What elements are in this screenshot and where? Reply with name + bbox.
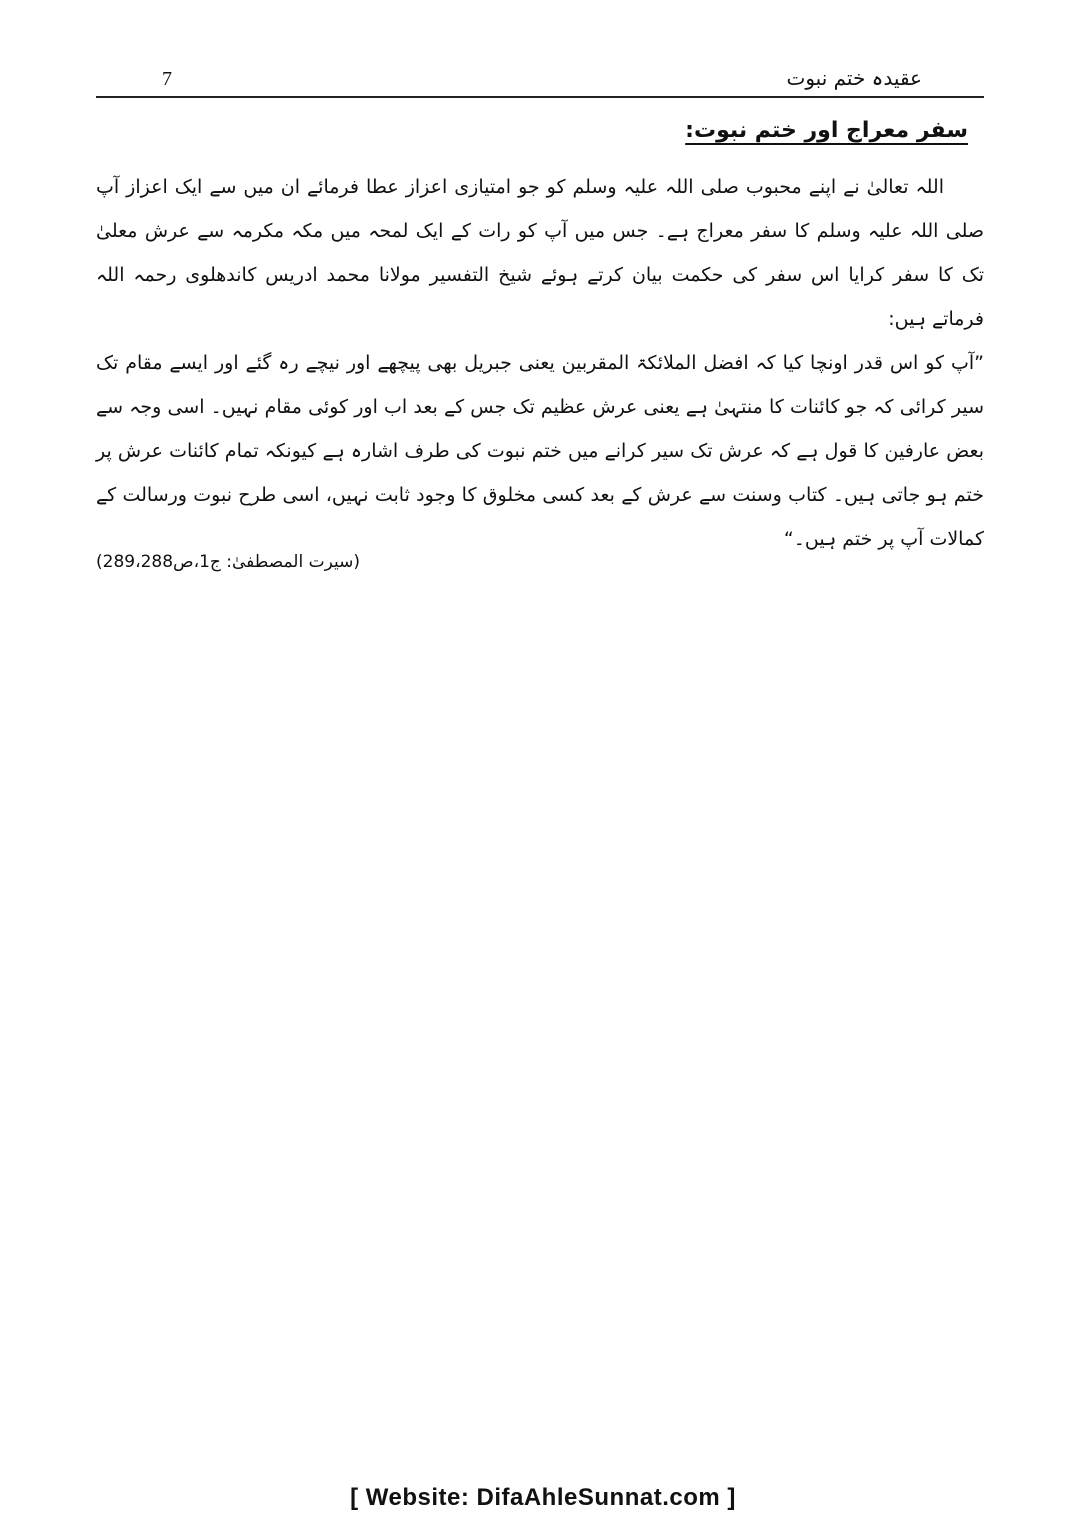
page-number: 7 — [162, 68, 172, 90]
citation: (سیرت المصطفیٰ: ج1،ص289،288) — [96, 552, 360, 572]
section-heading: سفر معراج اور ختم نبوت: — [685, 118, 968, 143]
intro-paragraph: اللہ تعالیٰ نے اپنے محبوب صلی اللہ علیہ وسلم کو جو امتیازی اعزاز عطا فرمائے ان میں سے ایک اعزاز آپ صلی اللہ علیہ وسلم کا سفر معراج ہے۔ جس میں آپ کو رات کے ایک لمحہ میں مکہ مکرمہ سے عرش معلیٰ تک کا سفر کرایا اس سفر کی حکمت بیان کرتے ہوئے شیخ التفسیر مولانا محمد ادریس کاندھلوی رحمہ اللہ فرماتے ہیں: — [96, 176, 984, 330]
running-title: عقیدہ ختم نبوت — [786, 66, 922, 90]
header-divider — [96, 96, 984, 98]
quote-paragraph: ”آپ کو اس قدر اونچا کیا کہ افضل الملائکۃ المقربین یعنی جبریل بھی پیچھے اور نیچے رہ گئے اور ایسے مقام تک سیر کرائی کہ جو کائنات کا منتہیٰ ہے یعنی عرش عظیم تک جس کے بعد اب اور کوئی مقام نہیں۔ اسی وجہ سے بعض عارفین کا قول ہے کہ عرش تک سیر کرانے میں ختم نبوت کی طرف اشارہ ہے کیونکہ تمام کائنات عرش پر ختم ہو جاتی ہیں۔ کتاب وسنت سے عرش کے بعد کسی مخلوق کا وجود ثابت نہیں، اسی طرح نبوت ورسالت کے کمالات آپ پر ختم ہیں۔“ — [96, 352, 984, 550]
main-content — [96, 118, 984, 561]
footer-website: [ Website: DifaAhleSunnat.com ] — [350, 1484, 736, 1511]
page-header — [96, 62, 984, 98]
